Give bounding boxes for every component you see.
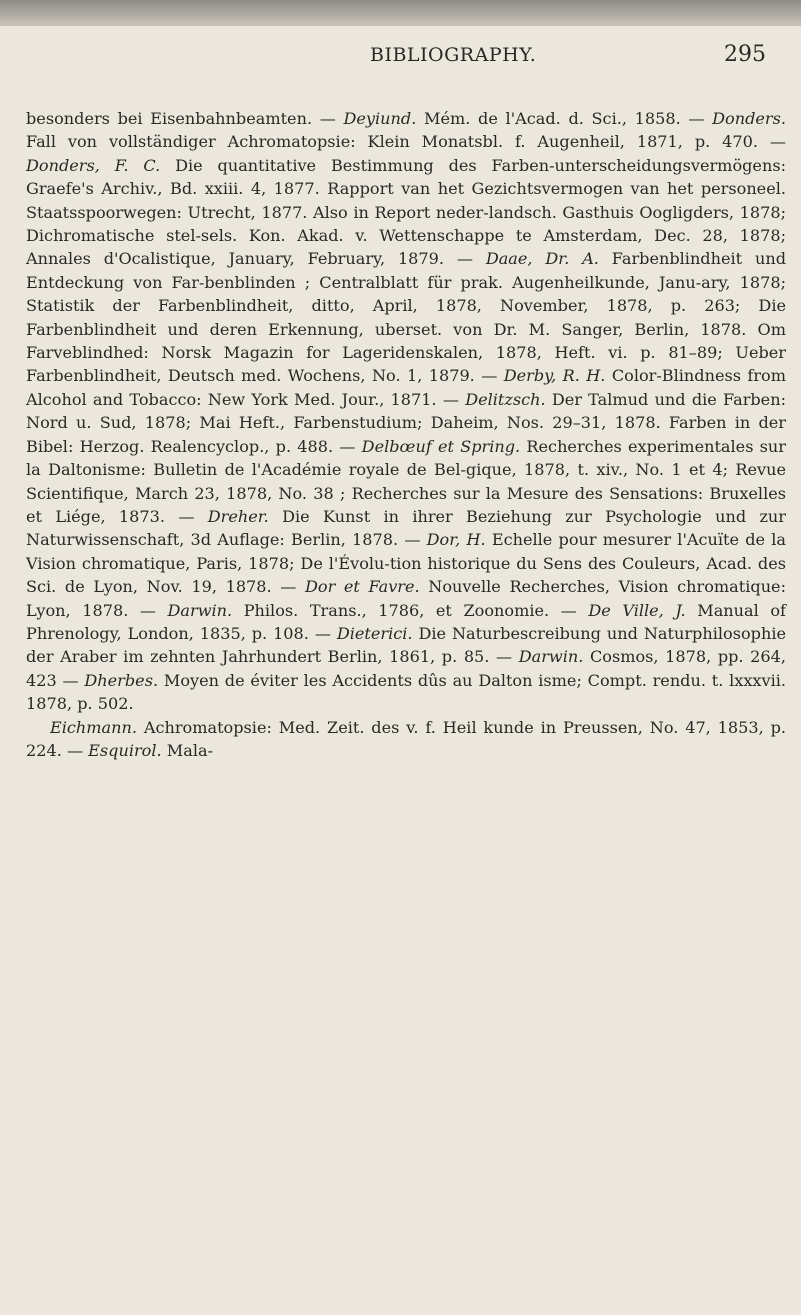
citation-text: besonders bei Eisenbahnbeamten. — [26, 109, 344, 128]
author-name: Deyiund. [343, 109, 417, 128]
bibliography-text [26, 107, 786, 762]
author-name: Derby, R. H. [503, 366, 606, 386]
citation-text: Philos. Trans., 1786, et Zoonomie. — [232, 600, 589, 620]
scan-top-edge [0, 0, 801, 26]
author-name: Daae, Dr. A. [485, 249, 599, 269]
running-head: BIBLIOGRAPHY. [370, 44, 537, 66]
citation-text: Cosmos, 1878, pp. 264, 423 — [26, 647, 786, 690]
citation-text: Mala- [161, 740, 214, 760]
citation-text: Color-Blindness from Alcohol and Tobacco: New York Med. Jour., 1871. — [26, 366, 787, 409]
citation-text: Die Kunst in ihrer Beziehung zur Psychologie und zur Naturwissenschaft, 3d Auflage: Berlin, 1878. — [26, 506, 786, 550]
citation-text: Die quantitative Bestimmung des Farben-unterscheidungsvermögens: Graefe's Archiv., Bd. xxiii. 4, 1877. Rapport van het Gezichtsvermogen van het personeel. Staatsspoorwegen: Utrecht, 1877. Also in Report neder-landsch. Gasthuis Oogligders, 1878; Dichromatische stel-sels. Kon. Akad. v. Wettenschappe te Amsterdam, Dec. 28, 1878; Annales d'Ocalistique, January, February, 1879. — [26, 155, 787, 269]
author-name: De Ville, J. [588, 600, 686, 620]
citation-text: Farbenblindheit und Entdeckung von Far-benblinden ; Centralblatt für prak. Augenheilkunde, Janu-ary, 1878; Statistik der Farbenblindheit, ditto, April, 1878, November, 1878, p. 263; Die Farbenblindheit und deren Erkennung, uberset. von Dr. M. Sanger, Berlin, 1878. Om Farveblindhed: Norsk Magazin for Lageridenskalen, 1878, Heft. vi. p. 81–89; Ueber Farbenblindheit, Deutsch med. Wochens, No. 1, 1879. — [26, 249, 786, 386]
citation-text: Der Talmud und die Farben: Nord u. Sud, 1878; Mai Heft., Farbenstudium; Daheim, Nos. 29–31, 1878. Farben in der Bibel: Herzog. Realencyclop., p. 488. — [26, 389, 786, 456]
author-name: Darwin. [167, 600, 233, 620]
bibliography-paragraph [26, 716, 786, 763]
author-name: Darwin. [518, 647, 584, 667]
author-name: Dherbes. [84, 670, 159, 690]
author-name: Dor, H. [426, 530, 486, 550]
author-name: Esquirol. [88, 740, 162, 760]
author-name: Dreher. [207, 506, 269, 526]
citation-text: Die Naturbescreibung und Naturphilosophie der Araber im zehnten Jahrhundert Berlin, 1861, p. 85. — [26, 623, 786, 667]
citation-text: Mém. de l'Acad. d. Sci., 1858. — [416, 109, 713, 128]
citation-text: Achromatopsie: Med. Zeit. des v. f. Heil kunde in Preussen, No. 47, 1853, p. 224. — [26, 717, 786, 760]
author-name: Eichmann. [50, 717, 137, 737]
author-name: Delitzsch. [465, 389, 546, 409]
author-name: Donders, F. C. [26, 155, 161, 175]
bibliography-paragraph [26, 107, 786, 716]
citation-text: Recherches experimentales sur la Daltonisme: Bulletin de l'Académie royale de Bel-gique, 1878, t. xiv., No. 1 et 4; Revue Scientifique, March 23, 1878, No. 38 ; Recherches sur la Mesure des Sensations: Bruxelles et Liége, 1873. — [26, 436, 786, 526]
citation-text: Echelle pour mesurer l'Acuïte de la Vision chromatique, Paris, 1878; De l'Évolu-tion historique du Sens des Couleurs, Acad. des Sci. de Lyon, Nov. 19, 1878. — [26, 530, 786, 597]
citation-text: Fall von vollständiger Achromatopsie: Klein Monatsbl. f. Augenheil, 1871, p. 470. — [26, 132, 786, 152]
author-name: Donders. [712, 109, 786, 128]
author-name: Dor et Favre. [305, 577, 420, 597]
citation-text: Moyen de éviter les Accidents dûs au Dalton isme; Compt. rendu. t. lxxxvii. 1878, p. 502. [26, 670, 787, 714]
citation-text: Nouvelle Recherches, Vision chromatique: Lyon, 1878. — [26, 577, 787, 620]
citation-text: Manual of Phrenology, London, 1835, p. 108. — [26, 600, 786, 643]
page-number: 295 [724, 42, 766, 67]
author-name: Dieterici. [336, 623, 413, 643]
author-name: Delbœuf et Spring. [361, 436, 521, 456]
